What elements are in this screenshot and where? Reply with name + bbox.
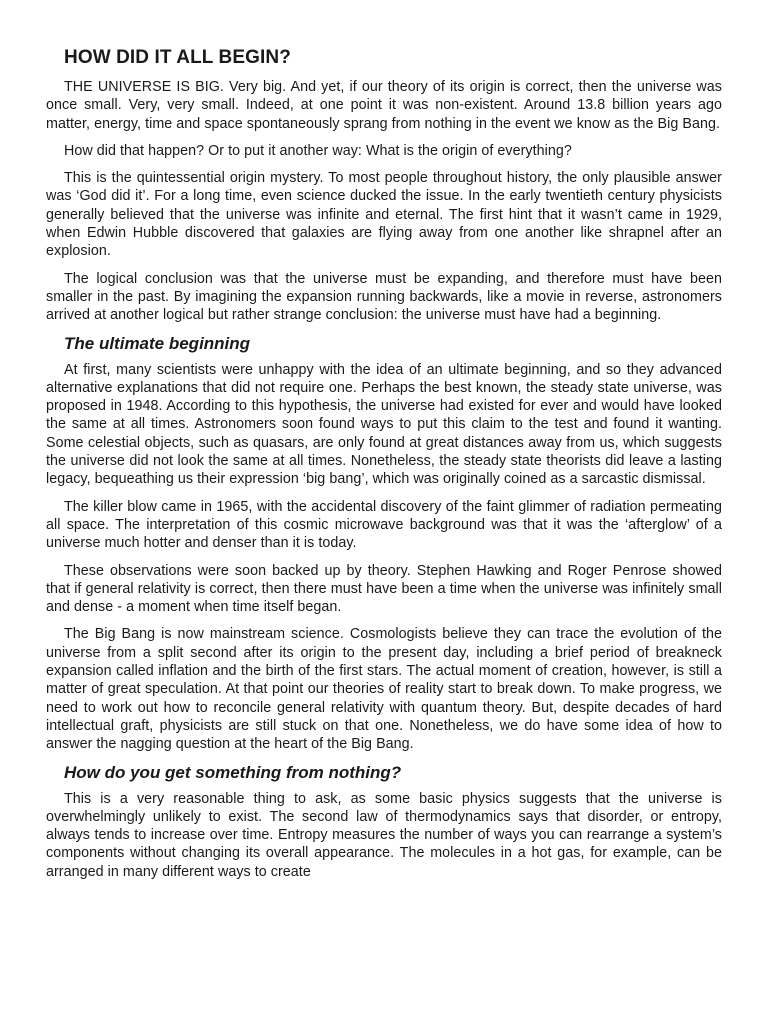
document-page bbox=[46, 44, 722, 881]
intro-paragraph-2: How did that happen? Or to put it another way: What is the origin of everything? bbox=[64, 142, 572, 159]
section-heading-something-from-nothing: How do you get something from nothing? bbox=[64, 762, 402, 782]
section1-paragraph-3: These observations were soon backed up by theory. Stephen Hawking and Roger Penrose showed that if general relativity is correct, then there must have been a time when the universe was infinitely small and dense - a moment when time itself began. bbox=[46, 562, 722, 616]
section2-paragraph-1: This is a very reasonable thing to ask, as some basic physics suggests that the universe is overwhelmingly unlikely to exist. The second law of thermodynamics says that disorder, or entropy, always tends to increase over time. Entropy measures the number of ways you can rearrange a system’s components without changing its overall appearance. The molecules in a hot gas, for example, can be arranged in many different ways to create bbox=[46, 790, 722, 880]
section1-paragraph-4: The Big Bang is now mainstream science. Cosmologists believe they can trace the evolution of the universe from a split second after its origin to the present day, including a brief period of breakneck expansion called inflation and the birth of the first stars. The actual moment of creation, however, is still a matter of great speculation. At that point our theories of reality start to break down. To make progress, we need to work out how to reconcile general relativity with quantum theory. But, despite decades of hard intellectual graft, physicists are still stuck on that one. Nonetheless, we do have some idea of how to answer the nagging question at the heart of the Big Bang. bbox=[46, 626, 722, 753]
section1-paragraph-1: At first, many scientists were unhappy with the idea of an ultimate beginning, and so they advanced alternative explanations that did not require one. Perhaps the best known, the steady state universe, was proposed in 1948. According to this hypothesis, the universe had existed for ever and would have looked the same at all times. Astronomers soon found ways to put this claim to the test and found it wanting. Some celestial objects, such as quasars, are only found at great distances away from us, which suggests the universe did not look the same at all times. Nonetheless, the steady state theorists did leave a lasting legacy, bequeathing us their expression ‘big bang’, which was originally coined as a sarcastic dismissal. bbox=[46, 361, 722, 488]
section-heading-ultimate-beginning: The ultimate beginning bbox=[64, 333, 251, 353]
intro-paragraph-4: The logical conclusion was that the universe must be expanding, and therefore must have been smaller in the past. By imagining the expansion running backwards, like a movie in reverse, astronomers arrived at another logical but rather strange conclusion: the universe must have had a beginning. bbox=[46, 270, 722, 324]
section1-paragraph-2: The killer blow came in 1965, with the accidental discovery of the faint glimmer of radiation permeating all space. The interpretation of this cosmic microwave background was that it was the ‘afterglow’ of a universe much hotter and denser than it is today. bbox=[46, 498, 722, 552]
page-title: HOW DID IT ALL BEGIN? bbox=[64, 47, 291, 68]
intro-paragraph-1: THE UNIVERSE IS BIG. Very big. And yet, if our theory of its origin is correct, then the universe was once small. Very, very small. Indeed, at one point it was non-existent. Around 13.8 billion years ago matter, energy, time and space spontaneously sprang from nothing in the event we know as the Big Bang. bbox=[46, 79, 722, 132]
intro-paragraph-3: This is the quintessential origin mystery. To most people throughout history, the only plausible answer was ‘God did it’. For a long time, even science ducked the issue. In the early twentieth century physicists generally believed that the universe was infinite and eternal. The first hint that it wasn’t came in 1929, when Edwin Hubble discovered that galaxies are flying away from one another like shrapnel after an explosion. bbox=[46, 170, 722, 260]
